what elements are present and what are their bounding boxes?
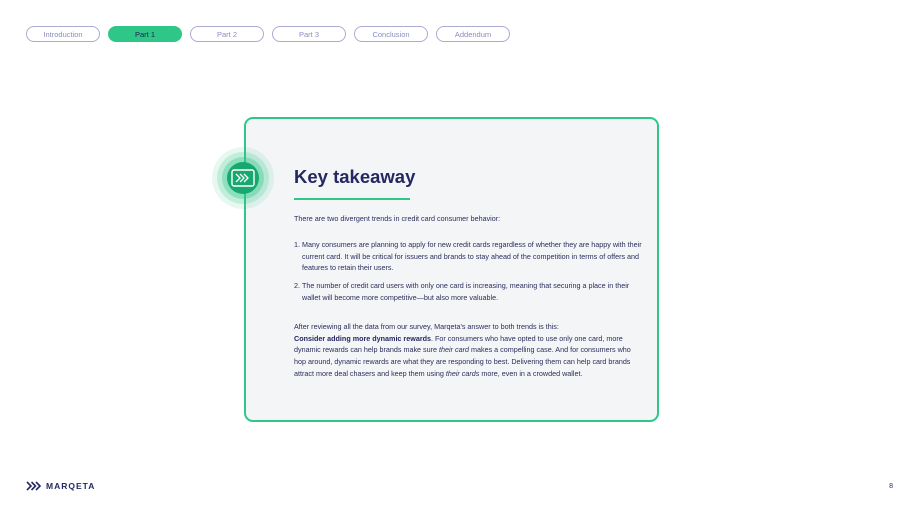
tab-part-3[interactable]: Part 3 <box>272 26 346 42</box>
tab-part-1[interactable]: Part 1 <box>108 26 182 42</box>
marqeta-logo <box>26 481 95 491</box>
title-underline <box>294 198 410 200</box>
tab-part-2[interactable]: Part 2 <box>190 26 264 42</box>
intro-text: There are two divergent trends in credit card consumer behavior: <box>294 214 501 223</box>
section-nav <box>26 26 510 42</box>
page-number: 8 <box>889 483 893 490</box>
list-number: 1. <box>294 240 300 249</box>
para-mid: . For consumers who have opted to use only one card, more dynamic rewards can help brands make sure <box>294 333 623 355</box>
para-italic-2: their cards <box>445 368 480 378</box>
para-intro: After reviewing all the data from our survey, Marqeta's answer to both trends is this: <box>294 322 559 331</box>
card-title: Key takeaway <box>294 166 416 187</box>
list-text: Many consumers are planning to apply for new credit cards regardless of whether they are happy with their current card. It will be critical for issuers and brands to stay ahead of the competition in terms of offers and features to retain their users. <box>302 240 642 273</box>
para-italic: their card <box>439 345 469 355</box>
card-arrows-icon <box>212 147 274 209</box>
list-number: 2. <box>294 281 300 291</box>
para-rest: makes a compelling case. And for consumers who hop around, dynamic rewards are what they are responding to best. Delivering them can help card brands attract more deal chasers and keep them using <box>294 345 631 378</box>
conclusion-paragraph <box>294 321 642 380</box>
list-item <box>294 239 642 274</box>
tab-addendum[interactable]: Addendum <box>436 26 510 42</box>
tab-introduction[interactable]: Introduction <box>26 26 100 42</box>
trend-list <box>294 239 642 310</box>
para-end: more, even in a crowded wallet. <box>479 368 583 378</box>
para-bold: Consider adding more dynamic rewards <box>294 333 431 343</box>
list-text: The number of credit card users with only one card is increasing, meaning that securing a place in their wallet will become more competitive—but also more valuable. <box>302 281 630 302</box>
list-item <box>294 280 642 303</box>
tab-conclusion[interactable]: Conclusion <box>354 26 428 42</box>
logo-text: MARQETA <box>46 481 96 491</box>
marqeta-chevrons-icon <box>26 481 42 491</box>
